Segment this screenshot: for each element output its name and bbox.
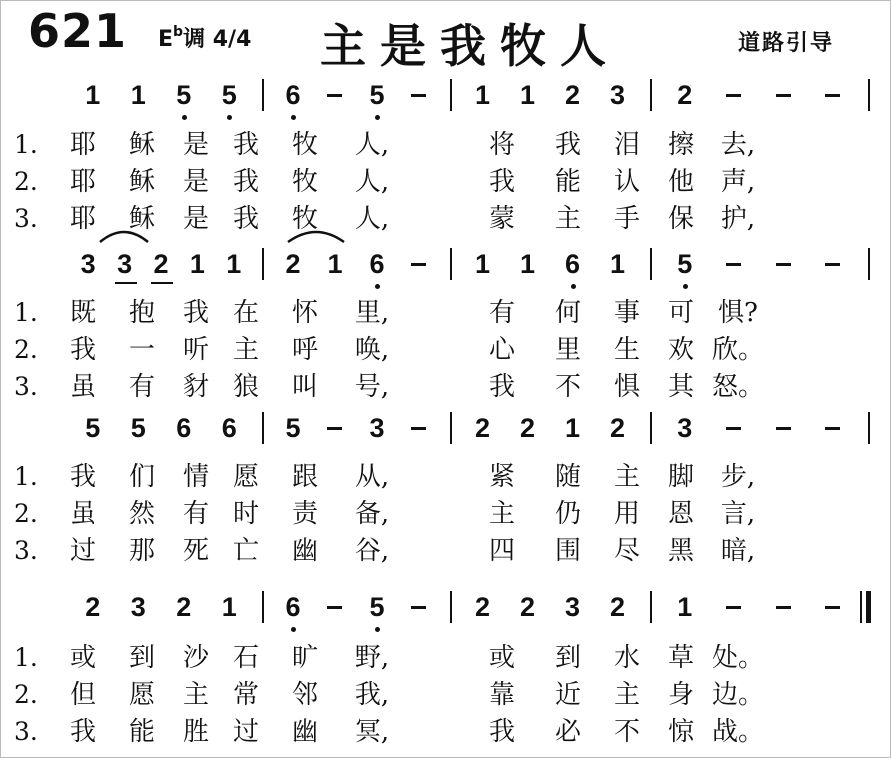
sustain-dash	[327, 606, 342, 609]
lyric-word: 狼	[232, 372, 260, 402]
lyric-word: 呼	[291, 335, 319, 365]
lyric-word: 随	[554, 462, 582, 492]
lyric-word: 我	[488, 167, 516, 197]
slur-curve	[288, 232, 344, 242]
key-and-time: 调 4/4	[183, 27, 252, 52]
note: 2	[153, 249, 169, 279]
note: 6	[285, 592, 301, 622]
lyric-line	[14, 370, 874, 404]
note: 3	[609, 80, 626, 110]
verse-number: 2.	[14, 680, 38, 709]
note: 1	[189, 249, 205, 279]
lyric-word: 生	[613, 335, 641, 365]
lyric-word: 言,	[720, 499, 756, 529]
verse-number: 2.	[14, 167, 38, 196]
lyric-word: 虽	[69, 499, 97, 529]
lyric-word: 过	[232, 717, 260, 747]
note: 1	[85, 80, 101, 110]
lyric-word: 我	[69, 462, 97, 492]
note: 1	[677, 592, 693, 622]
sustain-dash	[825, 427, 840, 430]
barline	[650, 248, 652, 280]
lyric-word: 过	[69, 536, 97, 566]
final-barline	[866, 591, 871, 623]
lyric-word: 幽	[291, 536, 319, 566]
note: 1	[609, 249, 626, 279]
lyric-word: 心	[488, 335, 516, 365]
lyric-word: 战。	[711, 717, 765, 747]
note: 1	[226, 249, 242, 279]
lyric-word: 我	[232, 167, 260, 197]
lyric-word: 草	[667, 643, 695, 673]
lyric-word: 既	[69, 298, 97, 328]
lyric-word: 不	[613, 717, 641, 747]
lyric-word: 牧	[291, 204, 319, 234]
barline	[450, 79, 452, 111]
sustain-dash	[726, 606, 741, 609]
note: 6	[176, 413, 192, 443]
lyric-word: 那	[128, 536, 156, 566]
barline	[650, 412, 652, 444]
hymn-title: 主是我牧人	[320, 19, 620, 73]
note: 3	[80, 249, 96, 279]
lyric-word: 主	[232, 335, 260, 365]
lyric-word: 惧?	[718, 298, 758, 328]
lyric-word: 主	[554, 204, 582, 234]
verse-number: 1.	[14, 462, 38, 491]
octave-dot-below	[182, 115, 187, 120]
lyric-word: 但	[69, 680, 97, 710]
note: 6	[369, 249, 385, 279]
lyric-word: 有	[128, 372, 156, 402]
lyric-word: 靠	[488, 680, 516, 710]
note: 2	[677, 80, 693, 110]
lyric-line	[14, 678, 874, 712]
sustain-dash	[776, 427, 791, 430]
lyric-line	[14, 715, 874, 749]
verse-number: 2.	[14, 335, 38, 364]
lyric-word: 我	[488, 372, 516, 402]
slur	[98, 228, 150, 244]
lyric-word: 愿	[232, 462, 260, 492]
lyric-word: 仍	[554, 499, 582, 529]
lyric-word: 手	[613, 204, 641, 234]
lyric-word: 们	[128, 462, 156, 492]
lyric-word: 到	[128, 643, 156, 673]
lyric-word: 四	[488, 536, 516, 566]
note: 5	[130, 413, 146, 443]
note: 6	[285, 80, 301, 110]
lyric-word: 怒。	[711, 372, 765, 402]
key-flat: b	[173, 24, 184, 40]
lyric-word: 冥,	[354, 717, 390, 747]
octave-dot-below	[375, 284, 380, 289]
lyric-word: 擦	[667, 130, 695, 160]
note: 5	[677, 249, 693, 279]
lyric-word: 然	[128, 499, 156, 529]
sustain-dash	[726, 263, 741, 266]
lyric-word: 蒙	[488, 204, 516, 234]
lyric-word: 处。	[711, 643, 765, 673]
lyric-word: 用	[613, 499, 641, 529]
lyric-word: 在	[232, 298, 260, 328]
note: 3	[117, 249, 133, 279]
note: 3	[369, 413, 385, 443]
note: 5	[369, 80, 385, 110]
note: 1	[327, 249, 343, 279]
barline	[868, 79, 870, 111]
lyric-word: 或	[69, 643, 97, 673]
lyric-word: 牧	[291, 130, 319, 160]
note: 1	[474, 249, 491, 279]
lyric-word: 我	[69, 717, 97, 747]
lyric-word: 唤,	[354, 335, 390, 365]
lyric-line	[14, 641, 874, 675]
lyric-line	[14, 128, 874, 162]
note: 2	[519, 592, 536, 622]
lyric-word: 听	[182, 335, 210, 365]
verse-number: 3.	[14, 204, 38, 233]
lyric-word: 欣。	[711, 335, 765, 365]
lyric-word: 能	[128, 717, 156, 747]
lyric-word: 近	[554, 680, 582, 710]
lyric-word: 是	[182, 204, 210, 234]
lyric-word: 人,	[354, 204, 390, 234]
lyric-word: 到	[554, 643, 582, 673]
note: 2	[176, 592, 192, 622]
lyric-word: 恩	[667, 499, 695, 529]
note: 6	[564, 249, 581, 279]
lyric-word: 能	[554, 167, 582, 197]
sustain-dash	[776, 94, 791, 97]
lyric-word: 一	[128, 335, 156, 365]
note: 5	[369, 592, 385, 622]
sustain-dash	[825, 263, 840, 266]
octave-dot-below	[291, 115, 296, 120]
note-row	[0, 244, 891, 284]
lyric-word: 虽	[69, 372, 97, 402]
lyric-word: 人,	[354, 130, 390, 160]
octave-dot-below	[291, 627, 296, 632]
lyric-word: 沙	[182, 643, 210, 673]
lyric-word: 常	[232, 680, 260, 710]
lyric-word: 我	[69, 335, 97, 365]
lyric-word: 耶	[69, 130, 97, 160]
note: 1	[564, 413, 581, 443]
barline	[650, 591, 652, 623]
lyric-word: 水	[613, 643, 641, 673]
lyric-word: 其	[667, 372, 695, 402]
lyric-word: 有	[488, 298, 516, 328]
note: 5	[176, 80, 192, 110]
lyric-word: 惧	[613, 372, 641, 402]
barline	[262, 248, 264, 280]
lyric-word: 亡	[232, 536, 260, 566]
octave-dot-below	[375, 627, 380, 632]
lyric-word: 野,	[354, 643, 390, 673]
key-letter: E	[158, 27, 174, 52]
lyric-word: 我	[554, 130, 582, 160]
sustain-dash	[411, 263, 426, 266]
lyric-word: 稣	[128, 130, 156, 160]
lyric-word: 牧	[291, 167, 319, 197]
lyric-word: 胜	[182, 717, 210, 747]
verse-number: 1.	[14, 643, 38, 672]
lyric-line	[14, 165, 874, 199]
note: 2	[564, 80, 581, 110]
sustain-dash	[411, 94, 426, 97]
sustain-dash	[776, 606, 791, 609]
barline	[450, 248, 452, 280]
lyric-word: 将	[488, 130, 516, 160]
note: 3	[130, 592, 146, 622]
note: 2	[609, 413, 626, 443]
lyric-word: 身	[667, 680, 695, 710]
hymn-number: 621	[28, 4, 128, 58]
lyric-word: 是	[182, 130, 210, 160]
lyric-word: 声,	[720, 167, 756, 197]
barline	[450, 591, 452, 623]
octave-dot-below	[571, 284, 576, 289]
slur-curve	[100, 232, 148, 242]
barline	[860, 591, 862, 623]
sustain-dash	[411, 606, 426, 609]
lyric-line	[14, 460, 874, 494]
barline	[868, 248, 870, 280]
barline	[650, 79, 652, 111]
octave-dot-below	[375, 115, 380, 120]
lyric-word: 事	[613, 298, 641, 328]
lyric-word: 边。	[711, 680, 765, 710]
note: 2	[85, 592, 101, 622]
lyric-word: 旷	[291, 643, 319, 673]
verse-number: 2.	[14, 499, 38, 528]
lyric-line	[14, 497, 874, 531]
lyric-word: 里,	[354, 298, 390, 328]
lyric-word: 豺	[182, 372, 210, 402]
lyric-word: 不	[554, 372, 582, 402]
sustain-dash	[776, 263, 791, 266]
slur	[286, 228, 346, 244]
lyric-word: 幽	[291, 717, 319, 747]
note-row	[0, 75, 891, 115]
sustain-dash	[327, 427, 342, 430]
note: 3	[564, 592, 581, 622]
note: 6	[221, 413, 237, 443]
lyric-word: 里	[554, 335, 582, 365]
note: 5	[221, 80, 237, 110]
lyric-word: 人,	[354, 167, 390, 197]
barline	[450, 412, 452, 444]
lyric-word: 他	[667, 167, 695, 197]
sustain-dash	[327, 94, 342, 97]
note: 2	[609, 592, 626, 622]
lyric-word: 稣	[128, 204, 156, 234]
lyric-word: 邻	[291, 680, 319, 710]
lyric-word: 情	[182, 462, 210, 492]
note: 1	[519, 249, 536, 279]
lyric-word: 尽	[613, 536, 641, 566]
lyric-word: 必	[554, 717, 582, 747]
lyric-word: 备,	[354, 499, 390, 529]
lyric-word: 主	[613, 680, 641, 710]
note: 3	[677, 413, 693, 443]
lyric-word: 谷,	[354, 536, 390, 566]
note: 2	[285, 249, 301, 279]
key-signature	[158, 22, 251, 53]
lyric-word: 何	[554, 298, 582, 328]
lyric-word: 号,	[354, 372, 390, 402]
barline	[262, 591, 264, 623]
note: 2	[474, 592, 491, 622]
barline	[868, 412, 870, 444]
sustain-dash	[825, 606, 840, 609]
lyric-word: 责	[291, 499, 319, 529]
note: 5	[85, 413, 101, 443]
lyric-line	[14, 296, 874, 330]
lyric-line	[14, 333, 874, 367]
verse-number: 3.	[14, 372, 38, 401]
lyric-word: 叫	[291, 372, 319, 402]
verse-number: 3.	[14, 536, 38, 565]
note: 1	[130, 80, 146, 110]
lyric-word: 黑	[667, 536, 695, 566]
lyric-word: 跟	[291, 462, 319, 492]
lyric-word: 主	[182, 680, 210, 710]
lyric-word: 耶	[69, 167, 97, 197]
note: 2	[474, 413, 491, 443]
lyric-word: 我	[182, 298, 210, 328]
lyric-word: 石	[232, 643, 260, 673]
lyric-word: 脚	[667, 462, 695, 492]
note: 1	[221, 592, 237, 622]
lyric-word: 或	[488, 643, 516, 673]
note: 1	[519, 80, 536, 110]
verse-number: 1.	[14, 130, 38, 159]
sustain-dash	[726, 427, 741, 430]
lyric-word: 步,	[720, 462, 756, 492]
lyric-word: 我	[232, 204, 260, 234]
verse-number: 3.	[14, 717, 38, 746]
lyric-word: 耶	[69, 204, 97, 234]
lyric-word: 我,	[354, 680, 390, 710]
lyric-word: 死	[182, 536, 210, 566]
sustain-dash	[726, 94, 741, 97]
eighth-underline	[151, 282, 173, 284]
note: 1	[474, 80, 491, 110]
barline	[262, 79, 264, 111]
note-row	[0, 587, 891, 627]
lyric-word: 主	[488, 499, 516, 529]
lyric-word: 暗,	[720, 536, 756, 566]
lyric-word: 是	[182, 167, 210, 197]
verse-number: 1.	[14, 298, 38, 327]
hymn-author: 道路引导	[738, 31, 835, 56]
lyric-word: 时	[232, 499, 260, 529]
lyric-word: 可	[667, 298, 695, 328]
lyric-word: 保	[667, 204, 695, 234]
sustain-dash	[411, 427, 426, 430]
lyric-word: 认	[613, 167, 641, 197]
octave-dot-below	[683, 284, 688, 289]
sustain-dash	[825, 94, 840, 97]
eighth-underline	[115, 282, 137, 284]
lyric-word: 欢	[667, 335, 695, 365]
lyric-word: 紧	[488, 462, 516, 492]
note: 2	[519, 413, 536, 443]
lyric-word: 去,	[720, 130, 756, 160]
lyric-word: 惊	[667, 717, 695, 747]
lyric-word: 抱	[128, 298, 156, 328]
lyric-word: 我	[488, 717, 516, 747]
lyric-word: 泪	[613, 130, 641, 160]
lyric-word: 从,	[354, 462, 390, 492]
barline	[262, 412, 264, 444]
lyric-word: 主	[613, 462, 641, 492]
lyric-word: 有	[182, 499, 210, 529]
lyric-word: 护,	[720, 204, 756, 234]
lyric-word: 怀	[291, 298, 319, 328]
lyric-line	[14, 534, 874, 568]
note-row	[0, 408, 891, 448]
lyric-word: 围	[554, 536, 582, 566]
lyric-word: 我	[232, 130, 260, 160]
lyric-word: 稣	[128, 167, 156, 197]
note: 5	[285, 413, 301, 443]
lyric-word: 愿	[128, 680, 156, 710]
